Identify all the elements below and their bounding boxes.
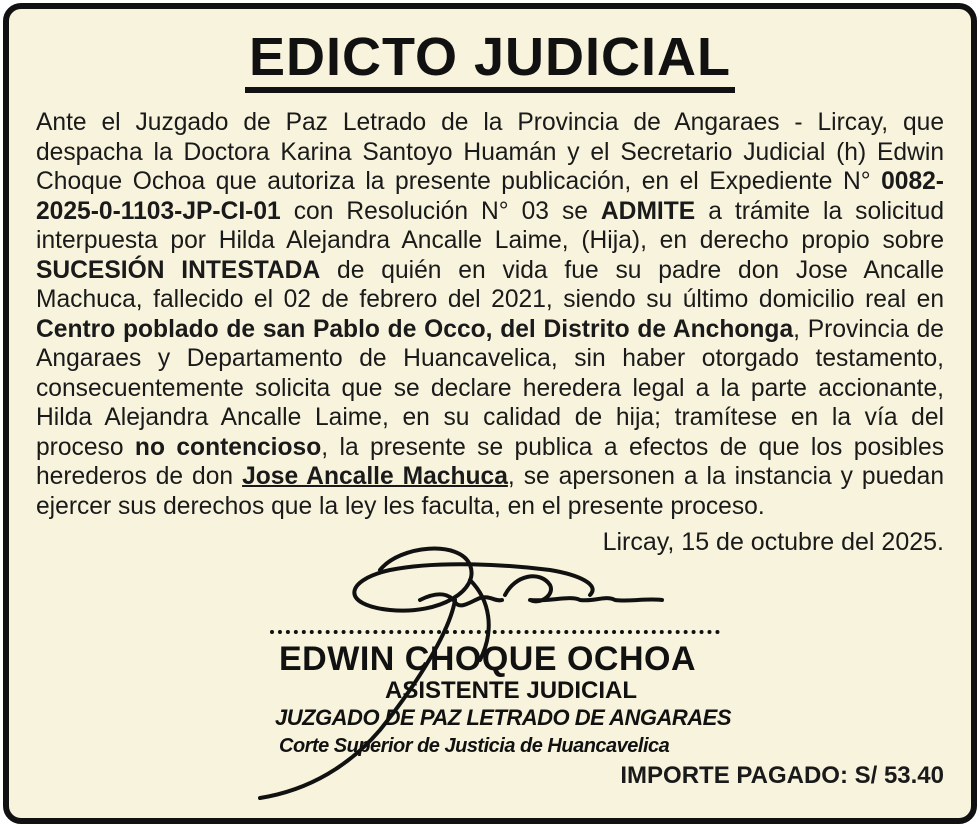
importe-pagado: IMPORTE PAGADO: S/ 53.40 <box>620 762 944 789</box>
place-date: Lircay, 15 de octubre del 2025. <box>602 528 944 556</box>
stamp-name: EDWIN CHOQUE OCHOA <box>279 640 696 678</box>
stamp-role: ASISTENTE JUDICIAL <box>385 677 638 704</box>
sucesion-type: SUCESIÓN INTESTADA <box>36 256 321 284</box>
edict-title: EDICTO JUDICIAL <box>0 26 980 93</box>
edict-body: Ante el Juzgado de Paz Letrado de la Provincia de Angaraes - Lircay, que despacha la Doctora Karina Santoyo Huamán y el Secretario Judicial (h) Edwin Choque Ochoa que autoriza la presente publicación, en el Expediente N° 0082-2025-0-1103-JP-CI-01 con Resolución N° 03 se ADMITE a trámite la solicitud interpuesta por Hilda Alejandra Ancalle Laime, (Hija), en derecho propio sobre SUCESIÓN INTESTADA de quién en vida fue su padre don Jose Ancalle Machuca, fallecido el 02 de febrero del 2021, siendo su último domicilio real en Centro poblado de san Pablo de Occo, del Distrito de Anchonga, Provincia de Angaraes y Departamento de Huancavelica, sin haber otorgado testamento, consecuentemente solicita que se declare heredera legal a la parte accionante, Hilda Alejandra Ancalle Laime, en su calidad de hija; tramítese en la vía del proceso no contencioso, la presente se publica a efectos de que los posibles herederos de don Jose Ancalle Machuca, se apersonen a la instancia y puedan ejercer sus derechos que la ley les faculta, en el presente proceso. <box>36 109 945 520</box>
admite-word: ADMITE <box>600 197 696 225</box>
stamp-divider <box>270 630 720 634</box>
stamp-superior-court: Corte Superior de Justicia de Huancavelica <box>279 735 670 757</box>
official-stamp <box>265 630 735 758</box>
domicilio: Centro poblado de san Pablo de Occo, del Distrito de Anchonga <box>36 315 794 343</box>
causante-name: Jose Ancalle Machuca <box>242 463 508 490</box>
expediente-number: 0082-2025-0-1103-JP-CI-01 <box>36 168 944 225</box>
stamp-court: JUZGADO DE PAZ LETRADO DE ANGARAES <box>275 705 732 730</box>
proceso-type: no contencioso <box>134 433 322 461</box>
